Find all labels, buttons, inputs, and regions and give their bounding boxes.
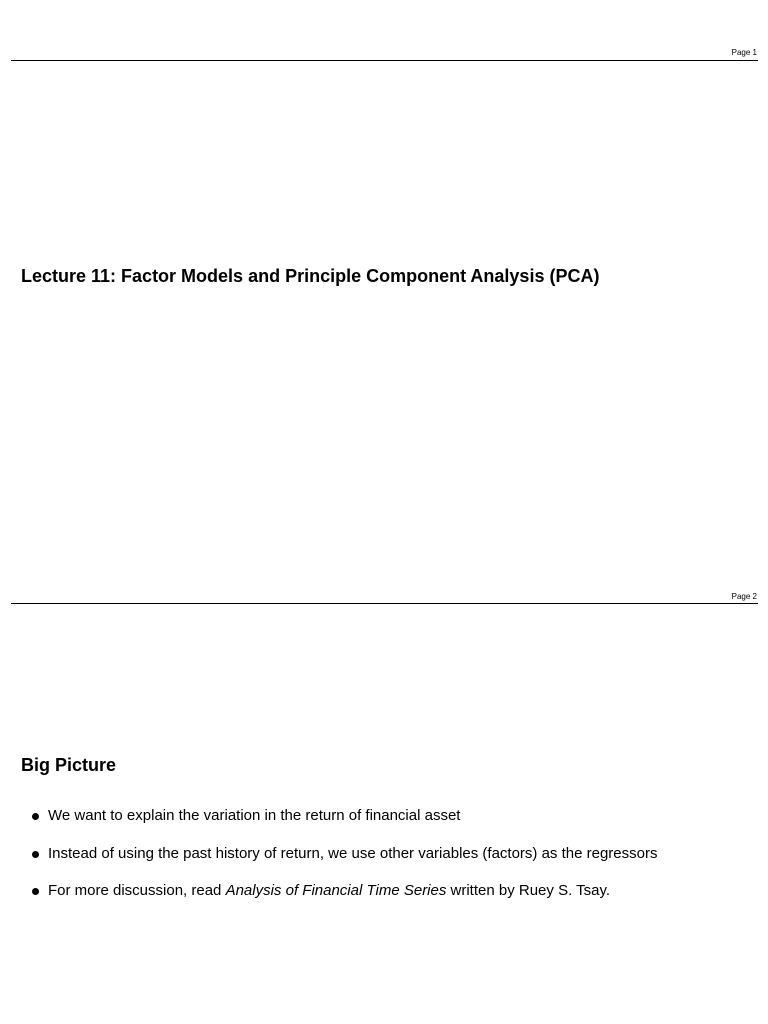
- lecture-title: Lecture 11: Factor Models and Principle Component Analysis (PCA): [21, 266, 600, 286]
- page-divider: [11, 60, 758, 61]
- reference-suffix: written by Ruey S. Tsay.: [446, 882, 611, 899]
- page-number-label: Page 2: [731, 592, 757, 601]
- page-number-label: Page 1: [731, 48, 757, 57]
- section-title: Big Picture: [21, 755, 117, 775]
- page-divider: [11, 603, 758, 604]
- bullet-icon: [32, 888, 39, 895]
- bullet-icon: [32, 813, 39, 820]
- bullet-text: Instead of using the past history of return, we use other variables (factors) as the regressors: [48, 845, 658, 862]
- bullet-icon: [32, 851, 39, 858]
- reference-prefix: For more discussion, read: [48, 882, 226, 899]
- book-title: Analysis of Financial Time Series: [225, 882, 447, 899]
- bullet-text: We want to explain the variation in the return of financial asset: [48, 807, 461, 824]
- bullet-text: [48, 882, 610, 900]
